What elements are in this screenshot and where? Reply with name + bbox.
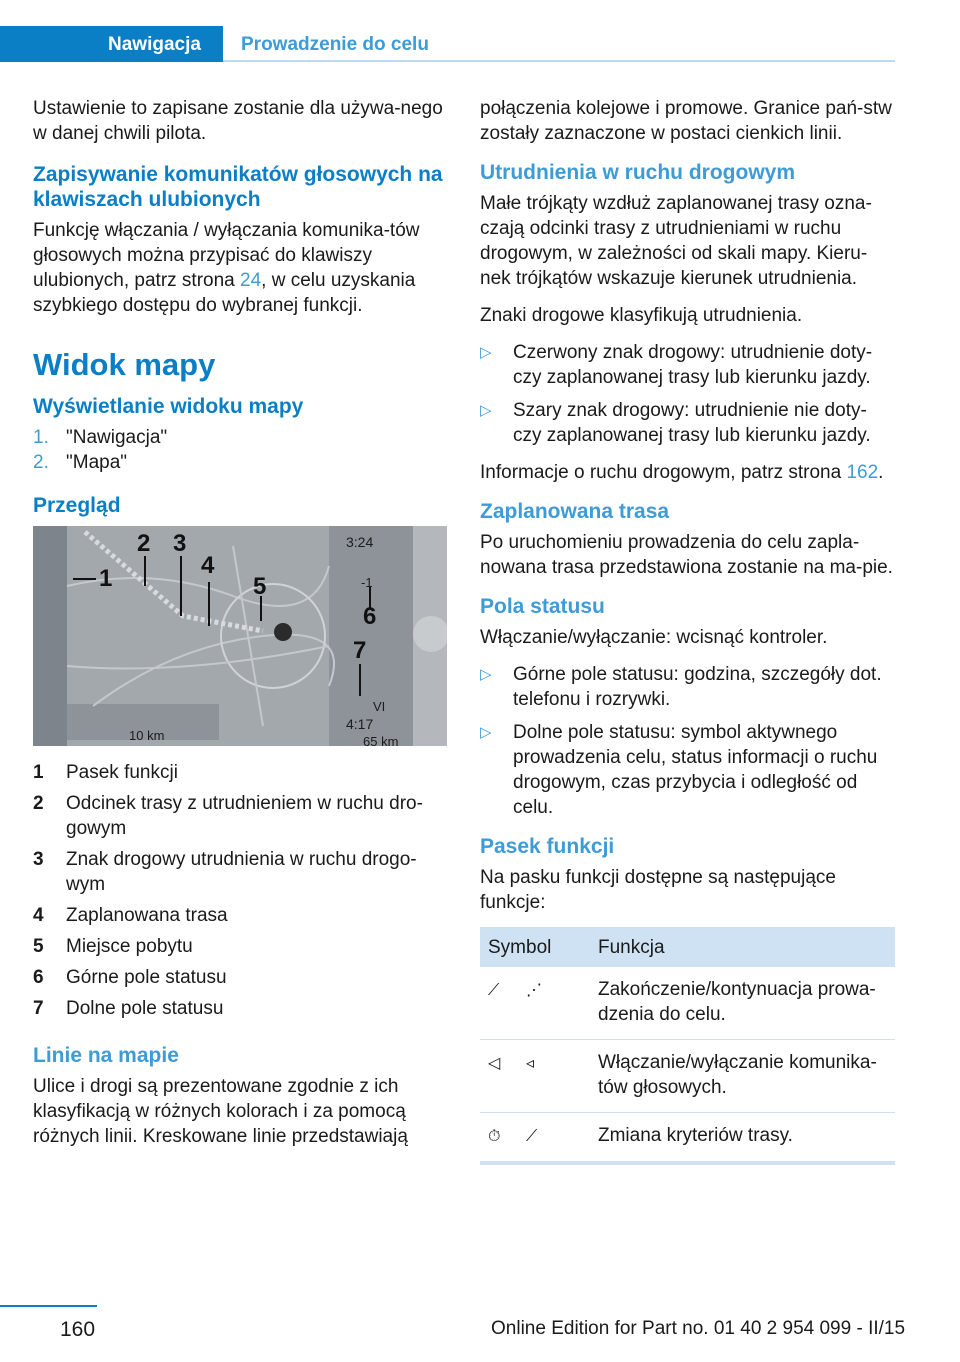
map-scale: 10 km — [129, 728, 165, 743]
voice-off-icon: ◃ — [526, 1055, 535, 1072]
page-link-162[interactable]: 162 — [846, 462, 879, 483]
chapter-title: Widok mapy — [33, 347, 216, 382]
legend-item: 6 Górne pole statusu — [33, 967, 227, 988]
list-item: ▷ Szary znak drogowy: utrudnienie nie doty-czy zaplanowanej trasy lub kierunku jazdy. — [480, 400, 871, 446]
signs-list — [480, 340, 895, 448]
page-link-24[interactable]: 24 — [240, 270, 262, 291]
edition-note: Online Edition for Part no. 01 40 2 954 099 - II/15 — [491, 1318, 906, 1339]
bullet-triangle-icon: ▷ — [480, 724, 492, 741]
table-row: ⟋ ⋰ Zakończenie/kontynuacja prowa-dzenia do celu. — [480, 967, 895, 1040]
callout-5: 5 — [253, 573, 267, 600]
right-column — [480, 96, 895, 1165]
table-header — [480, 927, 895, 967]
remaining-distance: 65 km — [363, 734, 399, 746]
col-function: Funkcja — [590, 927, 895, 967]
paragraph-signs: Znaki drogowe klasyfikują utrudnienia. — [480, 305, 803, 326]
paragraph-route: Po uruchomieniu prowadzenia do celu zapla-nowana trasa przedstawiona zostanie na ma-pie. — [480, 532, 893, 578]
list-item: ▷ Górne pole statusu: godzina, szczegóły dot. telefonu i rozrywki. — [480, 664, 882, 710]
page-header — [0, 0, 895, 62]
heading-status: Pola statusu — [480, 595, 605, 618]
paragraph-traffic: Małe trójkąty wzdłuż zaplanowanej trasy ozna-czają odcinki trasy z utrudnieniami w ruchu drogowym, w zależności od skali mapy. Kieru-nek trójkątów wskazuje kierunek utrudnienia. — [480, 193, 872, 289]
legend-item: 4 Zaplanowana trasa — [33, 905, 228, 926]
bullet-triangle-icon: ▷ — [480, 402, 492, 419]
legend-item: 3 Znak drogowy utrudnienia w ruchu drogo-wym — [33, 849, 417, 895]
heading-display-map: Wyświetlanie widoku mapy — [33, 395, 304, 418]
callout-6: 6 — [363, 603, 377, 630]
table-row: ⏱ ⟋ Zmiana kryteriów trasy. — [480, 1113, 895, 1164]
legend-item: 7 Dolne pole statusu — [33, 998, 224, 1019]
zoom-level: -1 — [361, 575, 373, 590]
left-column — [33, 96, 443, 1161]
legend-item: 1 Pasek funkcji — [33, 762, 178, 783]
header-rule — [223, 60, 895, 62]
paragraph-map-lines: Ulice i drogi są prezentowane zgodnie z ich klasyfikacją w różnych kolorach i za pomocą różnych linii. Kreskowane linie przedstawiają — [33, 1076, 408, 1147]
table-row: ◁ ◃ Włączanie/wyłączanie komunika-tów głosowych. — [480, 1040, 895, 1113]
paragraph: Ustawienie to zapisane zostanie dla używa-nego w danej chwili pilota. — [33, 98, 443, 144]
bullet-triangle-icon: ▷ — [480, 344, 492, 361]
map-legend — [33, 760, 443, 1021]
list-item: 2. "Mapa" — [33, 452, 128, 473]
paragraph: połączenia kolejowe i promowe. Granice pań-stw zostały zaznaczone w postaci cienkich linii. — [480, 98, 892, 144]
road-label: VI — [373, 699, 386, 714]
list-item: ▷ Dolne pole statusu: symbol aktywnego prowadzenia celu, status informacji o ruchu drogowym, czas przybycia i odległość od celu. — [480, 722, 878, 818]
list-item: 1. "Nawigacja" — [33, 427, 168, 448]
heading-route: Zaplanowana trasa — [480, 500, 670, 523]
callout-7: 7 — [353, 637, 367, 664]
section-tab: Nawigacja — [0, 26, 223, 62]
callout-4: 4 — [201, 552, 215, 579]
list-item: ▷ Czerwony znak drogowy: utrudnienie doty-czy zaplanowanej trasy lub kierunku jazdy. — [480, 342, 873, 388]
legend-item: 5 Miejsce pobytu — [33, 936, 193, 957]
callout-3: 3 — [173, 530, 187, 557]
route-criteria-fast-icon: ⏱ — [488, 1128, 501, 1145]
paragraph-status: Włączanie/wyłączanie: wcisnąć kontroler. — [480, 627, 828, 648]
callout-2: 2 — [137, 530, 151, 557]
route-criteria-short-icon: ⟋ — [526, 1128, 538, 1145]
status-list — [480, 662, 895, 820]
voice-on-icon: ◁ — [488, 1055, 501, 1072]
arrival-time: 4:17 — [346, 716, 374, 732]
function-table — [480, 927, 895, 1165]
bullet-triangle-icon: ▷ — [480, 666, 492, 683]
callout-1: 1 — [99, 565, 113, 592]
paragraph-info: Informacje o ruchu drogowym, patrz strona 162. — [480, 462, 884, 483]
map-screenshot — [33, 526, 447, 746]
heading-favorites: Zapisywanie komunikatów głosowych na klawiszach ulubionych — [33, 163, 443, 211]
status-time-top: 3:24 — [346, 534, 374, 550]
paragraph-favorites: Funkcję włączania / wyłączania komunika-tów głosowych można przypisać do klawiszy ulubionych, patrz strona 24, w celu uzyskania szybkiego dostępu do wybranej funkcji. — [33, 220, 420, 316]
route-guidance-off-icon: ⋰ — [526, 982, 542, 999]
heading-function-bar: Pasek funkcji — [480, 835, 615, 858]
paragraph-function-bar: Na pasku funkcji dostępne są następujące funkcje: — [480, 867, 836, 913]
route-guidance-on-icon: ⟋ — [488, 982, 500, 999]
heading-traffic: Utrudnienia w ruchu drogowym — [480, 161, 796, 184]
page-number: 160 — [60, 1318, 96, 1341]
legend-item: 2 Odcinek trasy z utrudnieniem w ruchu dro-gowym — [33, 793, 423, 839]
heading-map-lines: Linie na mapie — [33, 1044, 179, 1067]
col-symbol: Symbol — [480, 927, 590, 967]
heading-overview: Przegląd — [33, 494, 121, 517]
subsection-label: Prowadzenie do celu — [241, 34, 429, 55]
footer-rule — [0, 1305, 97, 1307]
steps-list — [33, 425, 443, 475]
